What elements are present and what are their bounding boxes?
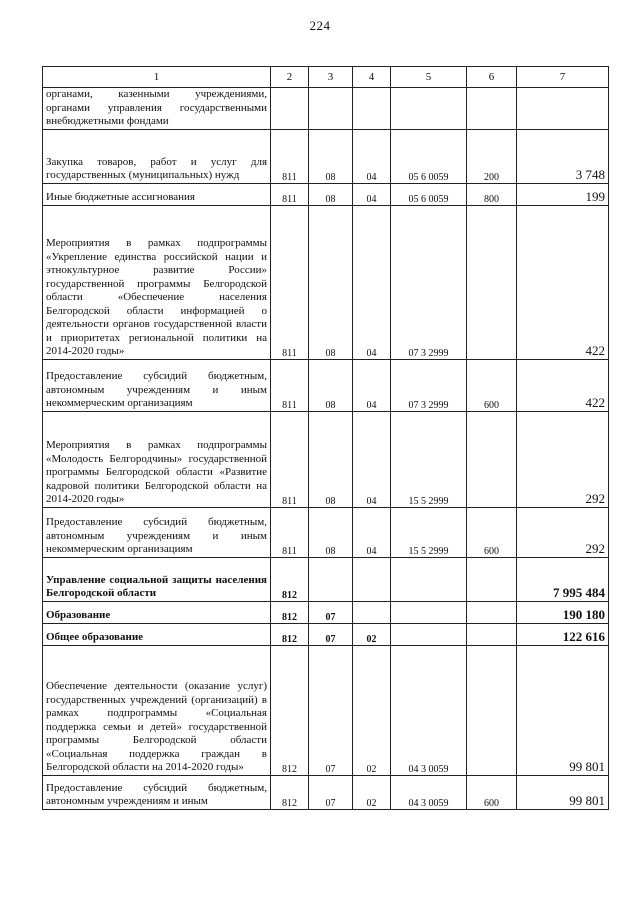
expense-type-cell: 800: [467, 183, 517, 205]
amount-cell: 199: [517, 183, 609, 205]
ministry-code-cell: 812: [271, 775, 309, 809]
table-row: [43, 557, 609, 601]
row-name-cell: Обеспечение деятельности (оказание услуг) государственных учреждений (организаций) в рамках подпрограммы «Социальная поддержка семьи и детей» государственной программы Белгородской области «Социальная поддержка граждан в Белгородской области на 2014-2020 годы»: [43, 645, 271, 775]
target-article-cell: [391, 557, 467, 601]
table-row: [43, 601, 609, 623]
subsection-cell: 04: [353, 411, 391, 507]
ministry-code-cell: 811: [271, 507, 309, 557]
row-name-cell: органами, казенными учреждениями, органами управления государственными внебюджетными фондами: [43, 88, 271, 130]
expense-type-cell: [467, 623, 517, 645]
table-row: [43, 775, 609, 809]
subsection-cell: [353, 88, 391, 130]
subsection-cell: [353, 557, 391, 601]
target-article-cell: [391, 623, 467, 645]
section-cell: 08: [309, 411, 353, 507]
amount-cell: 99 801: [517, 775, 609, 809]
ministry-code-cell: 812: [271, 645, 309, 775]
target-article-cell: 15 5 2999: [391, 411, 467, 507]
expense-type-cell: [467, 557, 517, 601]
table-row: [43, 129, 609, 183]
table-row: [43, 359, 609, 411]
section-cell: 08: [309, 183, 353, 205]
subsection-cell: 04: [353, 507, 391, 557]
section-cell: 07: [309, 601, 353, 623]
table-row: [43, 623, 609, 645]
expense-type-cell: 200: [467, 129, 517, 183]
amount-cell: 292: [517, 507, 609, 557]
subsection-cell: [353, 601, 391, 623]
column-header: 2: [271, 67, 309, 88]
ministry-code-cell: 812: [271, 623, 309, 645]
row-name-cell: Предоставление субсидий бюджетным, автономным учреждениям и иным некоммерческим организациям: [43, 507, 271, 557]
ministry-code-cell: 812: [271, 601, 309, 623]
subsection-cell: 02: [353, 645, 391, 775]
budget-table: [42, 66, 609, 810]
target-article-cell: 15 5 2999: [391, 507, 467, 557]
expense-type-cell: [467, 645, 517, 775]
table-row: [43, 88, 609, 130]
page-number: 224: [309, 18, 331, 33]
subsection-cell: 04: [353, 205, 391, 359]
ministry-code-cell: 811: [271, 359, 309, 411]
ministry-code-cell: [271, 88, 309, 130]
expense-type-cell: [467, 205, 517, 359]
section-cell: [309, 557, 353, 601]
row-name-cell: Общее образование: [43, 623, 271, 645]
expense-type-cell: [467, 411, 517, 507]
ministry-code-cell: 812: [271, 557, 309, 601]
target-article-cell: [391, 88, 467, 130]
column-header: 7: [517, 67, 609, 88]
subsection-cell: 04: [353, 183, 391, 205]
expense-type-cell: 600: [467, 775, 517, 809]
table-row: [43, 645, 609, 775]
row-name-cell: Иные бюджетные ассигнования: [43, 183, 271, 205]
subsection-cell: 02: [353, 623, 391, 645]
section-cell: 08: [309, 507, 353, 557]
target-article-cell: 05 6 0059: [391, 129, 467, 183]
expense-type-cell: 600: [467, 507, 517, 557]
target-article-cell: 04 3 0059: [391, 775, 467, 809]
row-name-cell: Предоставление субсидий бюджетным, автономным учреждениям и иным: [43, 775, 271, 809]
target-article-cell: 07 3 2999: [391, 359, 467, 411]
amount-cell: 292: [517, 411, 609, 507]
table-row: [43, 183, 609, 205]
column-header: 6: [467, 67, 517, 88]
table-row: [43, 205, 609, 359]
row-name-cell: Мероприятия в рамках подпрограммы «Укрепление единства российской нации и этнокультурное развитие России» государственной программы Белгородской области «Обеспечение населения Белгородской области информацией о деятельности органов государственной власти и приоритетах региональной политики на 2014-2020 годы»: [43, 205, 271, 359]
amount-cell: 190 180: [517, 601, 609, 623]
ministry-code-cell: 811: [271, 205, 309, 359]
ministry-code-cell: 811: [271, 183, 309, 205]
amount-cell: 3 748: [517, 129, 609, 183]
amount-cell: 99 801: [517, 645, 609, 775]
table-header-row: [43, 67, 609, 88]
table-row: [43, 507, 609, 557]
section-cell: 08: [309, 129, 353, 183]
amount-cell: 422: [517, 359, 609, 411]
expense-type-cell: [467, 88, 517, 130]
target-article-cell: 07 3 2999: [391, 205, 467, 359]
section-cell: 08: [309, 205, 353, 359]
ministry-code-cell: 811: [271, 411, 309, 507]
column-header: 4: [353, 67, 391, 88]
section-cell: 07: [309, 775, 353, 809]
section-cell: 07: [309, 623, 353, 645]
row-name-cell: Управление социальной защиты населения Белгородской области: [43, 557, 271, 601]
amount-cell: 7 995 484: [517, 557, 609, 601]
amount-cell: 122 616: [517, 623, 609, 645]
row-name-cell: Закупка товаров, работ и услуг для государственных (муниципальных) нужд: [43, 129, 271, 183]
table-row: [43, 411, 609, 507]
row-name-cell: Предоставление субсидий бюджетным, автономным учреждениям и иным некоммерческим организациям: [43, 359, 271, 411]
ministry-code-cell: 811: [271, 129, 309, 183]
row-name-cell: Образование: [43, 601, 271, 623]
row-name-cell: Мероприятия в рамках подпрограммы «Молодость Белгородчины» государственной программы Белгородской области «Развитие кадровой политики Белгородской области на 2014-2020 годы»: [43, 411, 271, 507]
target-article-cell: 05 6 0059: [391, 183, 467, 205]
section-cell: 08: [309, 359, 353, 411]
expense-type-cell: [467, 601, 517, 623]
target-article-cell: 04 3 0059: [391, 645, 467, 775]
subsection-cell: 02: [353, 775, 391, 809]
column-header: 3: [309, 67, 353, 88]
column-header: 5: [391, 67, 467, 88]
target-article-cell: [391, 601, 467, 623]
expense-type-cell: 600: [467, 359, 517, 411]
amount-cell: 422: [517, 205, 609, 359]
section-cell: [309, 88, 353, 130]
amount-cell: [517, 88, 609, 130]
column-header: 1: [43, 67, 271, 88]
subsection-cell: 04: [353, 359, 391, 411]
section-cell: 07: [309, 645, 353, 775]
subsection-cell: 04: [353, 129, 391, 183]
